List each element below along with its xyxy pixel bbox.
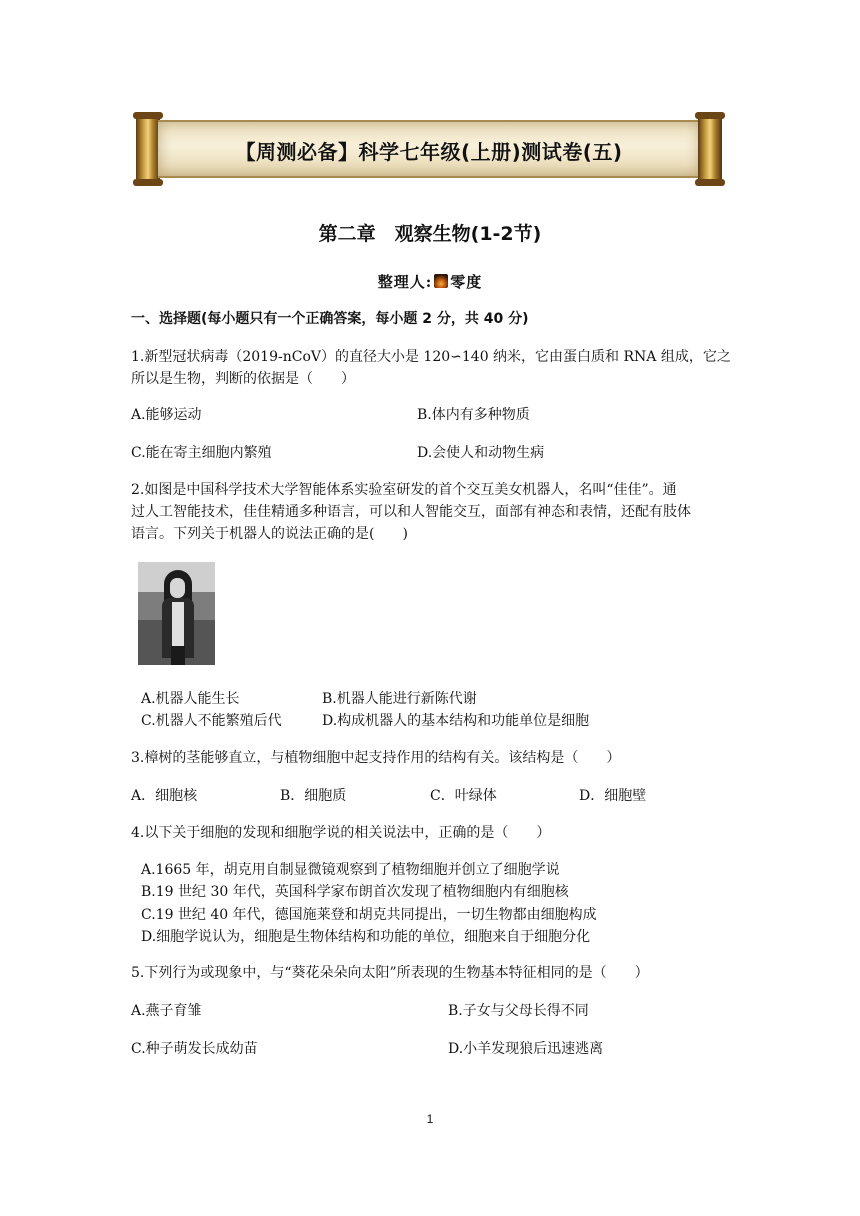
chapter-heading: 第二章 观察生物(1-2节)	[318, 223, 542, 245]
q1-option-a: A.能够运动	[131, 407, 202, 423]
page-number: 1	[426, 1112, 434, 1126]
q4-option-c: C.19 世纪 40 年代，德国施莱登和胡克共同提出，一切生物都由细胞构成	[141, 907, 597, 923]
q4-option-b: B.19 世纪 30 年代，英国科学家布朗首次发现了植物细胞内有细胞核	[141, 884, 569, 900]
q4-option-d: D.细胞学说认为，细胞是生物体结构和功能的单位，细胞来自于细胞分化	[141, 929, 591, 945]
q2-option-d: D.构成机器人的基本结构和功能单位是细胞	[322, 713, 590, 729]
q3-option-b: B．细胞质	[280, 788, 347, 804]
q5-option-c: C.种子萌发长成幼苗	[131, 1041, 258, 1057]
q1-option-d: D.会使人和动物生病	[417, 445, 545, 461]
q1-option-c: C.能在寄主细胞内繁殖	[131, 445, 272, 461]
q4-option-a: A.1665 年，胡克用自制显微镜观察到了植物细胞并创立了细胞学说	[141, 862, 560, 878]
q1-option-b: B.体内有多种物质	[417, 407, 530, 423]
title-scroll-banner	[136, 114, 722, 184]
compiler-name: 零度	[450, 273, 483, 291]
q3-stem: 3.樟树的茎能够直立，与植物细胞中起支持作用的结构有关。该结构是（ ）	[131, 750, 621, 766]
q2-stem-line1: 2.如图是中国科学技术大学智能体系实验室研发的首个交互美女机器人，名叫“佳佳”。通	[131, 482, 677, 498]
q2-stem-line3: 语言。下列关于机器人的说法正确的是( )	[131, 526, 408, 542]
q4-stem: 4.以下关于细胞的发现和细胞学说的相关说法中，正确的是（ ）	[131, 825, 551, 841]
compiler-line	[0, 271, 860, 292]
compiler-label: 整理人:	[377, 273, 433, 291]
section-heading: 一、选择题(每小题只有一个正确答案，每小题 2 分，共 40 分)	[131, 311, 529, 327]
q5-stem: 5.下列行为或现象中，与“葵花朵朵向太阳”所表现的生物基本特征相同的是（ ）	[131, 965, 649, 981]
q5-option-a: A.燕子育雏	[131, 1003, 202, 1019]
compiler-avatar-icon	[434, 274, 448, 288]
q1-stem-line2: 所以是生物，判断的依据是（ ）	[131, 371, 355, 387]
robot-jiajia-photo	[138, 562, 215, 665]
q1-stem-line1: 1.新型冠状病毒（2019-nCoV）的直径大小是 120∽140 纳米，它由蛋白质和 RNA 组成，它之	[131, 349, 731, 365]
q2-option-a: A.机器人能生长	[141, 691, 240, 707]
q3-option-a: A．细胞核	[131, 788, 198, 804]
q5-option-d: D.小羊发现狼后迅速逃离	[448, 1041, 604, 1057]
q2-option-c: C.机器人不能繁殖后代	[141, 713, 282, 729]
q2-stem-line2: 过人工智能技术，佳佳精通多种语言，可以和人智能交互，面部有神态和表情，还配有肢体	[131, 504, 691, 520]
exam-title: 【周测必备】科学七年级(上册)测试卷(五)	[235, 140, 623, 164]
q5-option-b: B.子女与父母长得不同	[448, 1003, 589, 1019]
q3-option-c: C．叶绿体	[430, 788, 497, 804]
q3-option-d: D．细胞壁	[579, 788, 647, 804]
q2-option-b: B.机器人能进行新陈代谢	[322, 691, 477, 707]
